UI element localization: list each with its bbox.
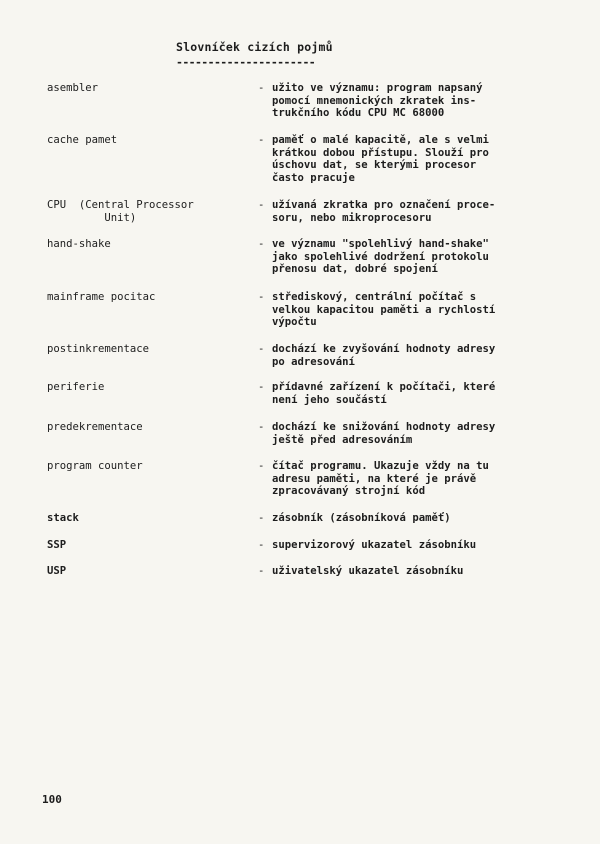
glossary-term: program counter [47,460,143,472]
definition-dash: - [258,343,265,355]
definition-line: střediskový, centrální počítač s [272,291,477,303]
glossary-term: periferie [47,381,105,393]
glossary-term: CPU (Central Processor Unit) [47,199,194,224]
definition-line: užívaná zkratka pro označení proce- [272,199,496,211]
definition-line: přenosu dat, dobré spojení [272,263,438,276]
glossary-definition [272,199,560,224]
definition-dash: - [258,291,265,303]
glossary-term: SSP [47,539,67,551]
definition-line: jako spolehlivé dodržení protokolu [272,250,489,263]
definition-dash: - [258,565,265,577]
glossary-term: hand-shake [47,238,111,250]
definition-line: přídavné zařízení k počítači, které [272,381,496,393]
definition-dash: - [258,238,265,250]
definition-line: dochází ke snižování hodnoty adresy [272,421,496,433]
definition-line: zpracovávaný strojní kód [272,485,426,498]
page-title: Slovníček cizích pojmů [176,40,333,54]
definition-line: ještě před adresováním [272,433,413,446]
definition-line: zásobník (zásobníková paměť) [272,512,451,524]
glossary-term: cache pamet [47,134,118,146]
definition-dash: - [258,421,265,433]
definition-line: po adresování [272,355,355,368]
glossary-definition [272,381,560,406]
definition-dash: - [258,539,265,551]
definition-line: paměť o malé kapacitě, ale s velmi [272,134,489,146]
definition-line: úschovu dat, se kterými procesor [272,159,477,172]
glossary-definition [272,343,560,368]
definition-dash: - [258,460,265,472]
definition-line: ve významu "spolehlivý hand-shake" [272,238,489,250]
glossary-definition [272,134,560,184]
glossary-term: predekrementace [47,421,143,433]
definition-dash: - [258,134,265,146]
definition-dash: - [258,199,265,211]
definition-line: adresu paměti, na které je právě [272,472,477,485]
glossary-term: stack [47,512,79,524]
definition-line: výpočtu [272,316,317,329]
glossary-term: asembler [47,82,99,94]
definition-line: soru, nebo mikroprocesoru [272,211,432,224]
glossary-definition [272,291,560,329]
glossary-definition [272,421,560,446]
definition-dash: - [258,381,265,393]
definition-line: velkou kapacitou paměti a rychlostí [272,303,496,316]
glossary-term: mainframe pocitac [47,291,156,303]
definition-line: není jeho součástí [272,393,387,406]
definition-dash: - [258,82,265,94]
definition-line: trukčního kódu CPU MC 68000 [272,107,445,120]
definition-dash: - [258,512,265,524]
definition-line: užito ve významu: program napsaný [272,82,483,94]
glossary-definition [272,539,560,552]
glossary-definition [272,238,560,276]
definition-line: krátkou dobou přístupu. Slouží pro [272,146,489,159]
glossary-term: postinkrementace [47,343,150,355]
definition-line: supervizorový ukazatel zásobníku [272,539,477,551]
glossary-definition [272,82,560,120]
glossary-definition [272,460,560,498]
definition-line: pomocí mnemonických zkratek ins- [272,94,477,107]
definition-line: často pracuje [272,171,355,184]
glossary-definition [272,512,560,525]
definition-line: čítač programu. Ukazuje vždy na tu [272,460,489,472]
definition-line: uživatelský ukazatel zásobníku [272,565,464,577]
page-number: 100 [42,793,62,806]
glossary-term: USP [47,565,67,577]
definition-line: dochází ke zvyšování hodnoty adresy [272,343,496,355]
title-underline: ---------------------- [176,55,316,69]
glossary-definition [272,565,560,578]
